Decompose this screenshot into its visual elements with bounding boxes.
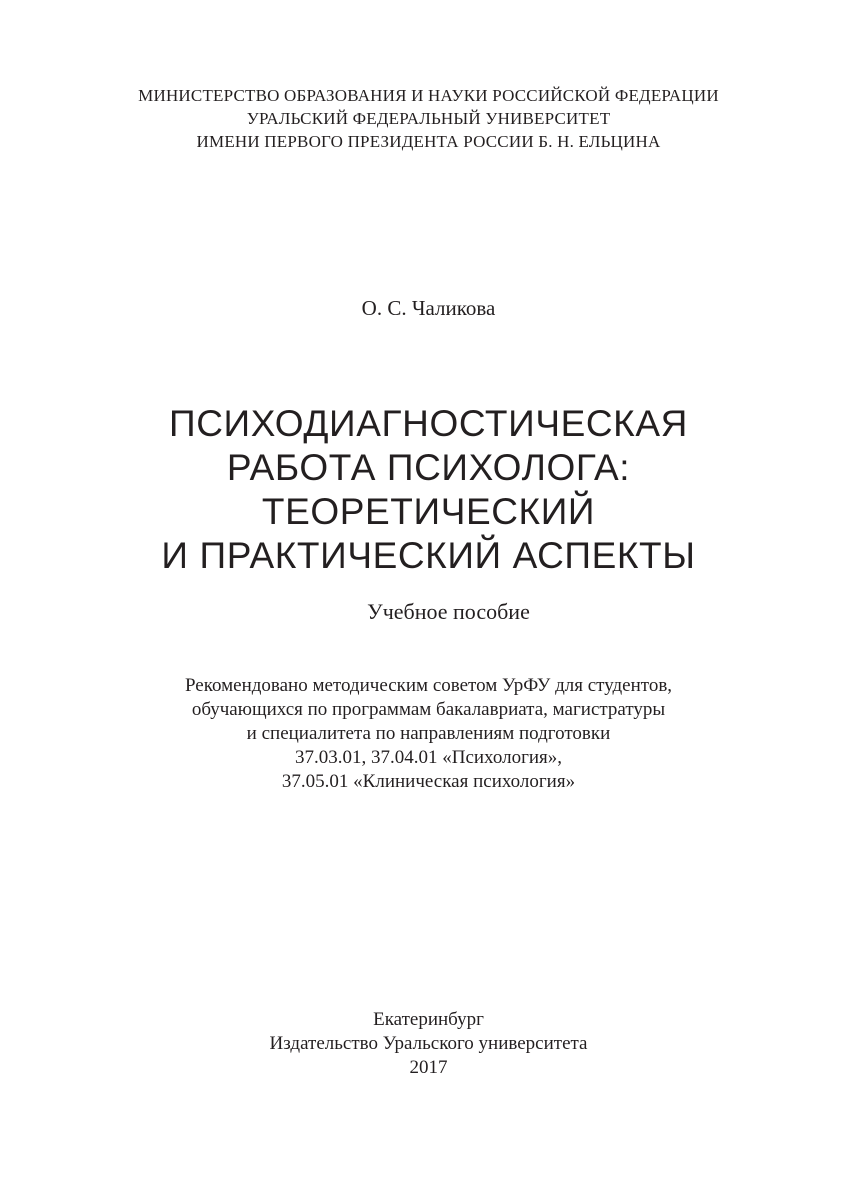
book-title — [0, 402, 857, 578]
title-line: ТЕОРЕТИЧЕСКИЙ — [261, 491, 596, 532]
author-name: О. С. Чаликова — [361, 296, 496, 320]
university-line: УРАЛЬСКИЙ ФЕДЕРАЛЬНЫЙ УНИВЕРСИТЕТ — [246, 109, 611, 128]
recommendation-line: обучающихся по программам бакалавриата, магистратуры — [191, 699, 666, 720]
ministry-line: МИНИСТЕРСТВО ОБРАЗОВАНИЯ И НАУКИ РОССИЙСКОЙ ФЕДЕРАЦИИ — [138, 86, 719, 105]
book-type: Учебное пособие — [367, 599, 530, 624]
recommendation-line: Рекомендовано методическим советом УрФУ для студентов, — [184, 675, 673, 696]
imprint-publisher: Издательство Уральского университета — [269, 1033, 588, 1054]
imprint — [0, 1008, 857, 1080]
institution-header — [0, 84, 857, 153]
title-line: ПСИХОДИАГНОСТИЧЕСКАЯ — [169, 403, 688, 444]
university-name-line: ИМЕНИ ПЕРВОГО ПРЕЗИДЕНТА РОССИИ Б. Н. ЕЛЬЦИНА — [196, 132, 661, 151]
title-line: РАБОТА ПСИХОЛОГА: — [226, 447, 631, 488]
recommendation-line: и специалитета по направлениям подготовки — [246, 723, 611, 744]
title-line: И ПРАКТИЧЕСКИЙ АСПЕКТЫ — [161, 535, 696, 576]
recommendation-line: 37.03.01, 37.04.01 «Психология», — [294, 747, 563, 768]
recommendation-note — [0, 674, 857, 794]
imprint-city: Екатеринбург — [373, 1009, 484, 1030]
recommendation-line: 37.05.01 «Клиническая психология» — [281, 771, 576, 792]
imprint-year: 2017 — [409, 1057, 448, 1078]
